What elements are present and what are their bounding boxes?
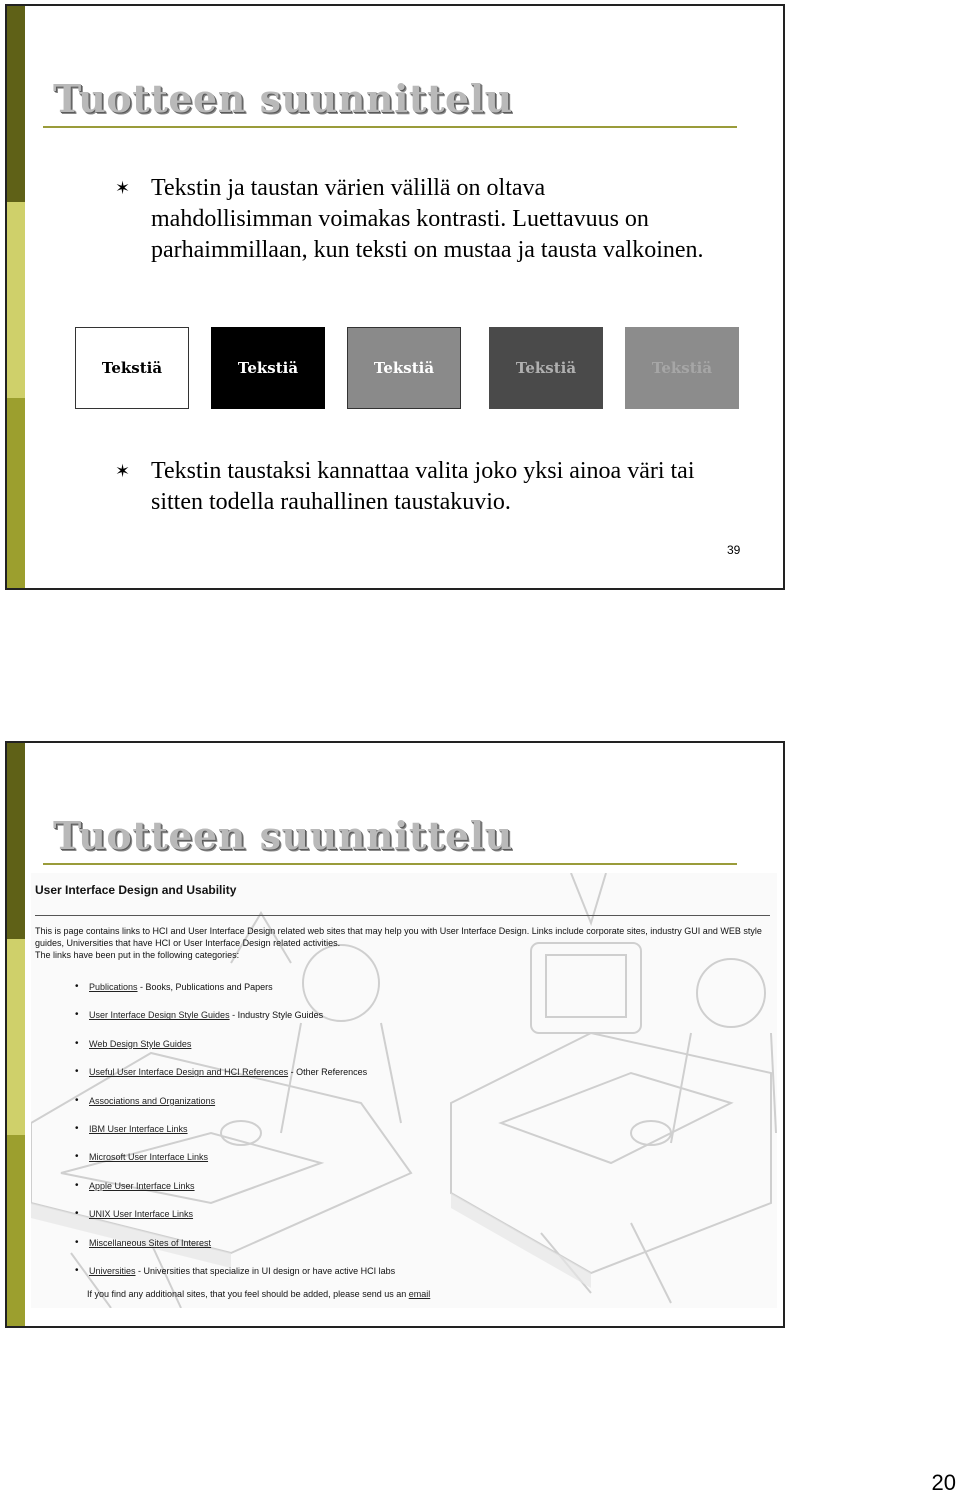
list-item: • User Interface Design Style Guides - Industry Style Guides	[75, 1009, 395, 1037]
list-item: • Universities - Universities that specialize in UI design or have active HCI labs	[75, 1265, 395, 1293]
bullet-item	[115, 173, 711, 266]
website-footer: If you find any additional sites, that you feel should be added, please send us an email	[87, 1289, 431, 1299]
title-underline	[43, 126, 737, 128]
bullet-text: Tekstin taustaksi kannattaa valita joko yksi ainoa väri tai sitten todella rauhallinen taustakuvio.	[151, 458, 695, 515]
category-link[interactable]: Universities	[89, 1265, 136, 1276]
document-page-number: 20	[931, 1470, 956, 1495]
bullet-star-icon: ✶	[115, 461, 131, 481]
list-item	[75, 1151, 395, 1179]
slide-title: Tuotteen suunnittelu	[53, 76, 513, 121]
list-item: • Publications - Books, Publications and Papers	[75, 981, 395, 1009]
category-link[interactable]: Associations and Organizations	[89, 1095, 216, 1106]
category-link[interactable]: Miscellaneous Sites of Interest	[89, 1237, 212, 1248]
category-list	[75, 981, 395, 1293]
category-link[interactable]: Web Design Style Guides	[89, 1038, 192, 1049]
slide-side-bar	[7, 743, 25, 1326]
website-screenshot	[31, 873, 777, 1308]
title-underline	[43, 863, 737, 865]
list-item	[75, 1180, 395, 1208]
list-item	[75, 1237, 395, 1265]
category-link[interactable]: User Interface Design Style Guides	[89, 1010, 230, 1021]
contrast-swatch-black: Tekstiä	[211, 327, 325, 409]
email-link[interactable]: email	[408, 1289, 431, 1299]
slide-page-number: 39	[727, 543, 741, 557]
list-item	[75, 1123, 395, 1151]
website-heading: User Interface Design and Usability	[35, 883, 237, 897]
category-link[interactable]: UNIX User Interface Links	[89, 1209, 194, 1220]
list-item	[75, 1095, 395, 1123]
category-link[interactable]: Apple User Interface Links	[89, 1180, 195, 1191]
slide-title: Tuotteen suunnittelu	[53, 813, 513, 858]
category-link[interactable]: Publications	[89, 982, 138, 992]
contrast-swatch-low-contrast: Tekstiä	[625, 327, 739, 409]
bullet-item	[115, 456, 711, 518]
list-item	[75, 1038, 395, 1066]
contrast-swatch-grey: Tekstiä	[347, 327, 461, 409]
list-item	[75, 1208, 395, 1236]
category-link[interactable]: IBM User Interface Links	[89, 1123, 188, 1134]
website-divider	[35, 915, 770, 916]
contrast-swatch-dark-grey: Tekstiä	[489, 327, 603, 409]
bullet-text: Tekstin ja taustan värien välillä on oltava mahdollisimman voimakas kontrasti. Luettavuus on parhaimmillaan, kun teksti on mustaa ja tausta valkoinen.	[151, 175, 704, 263]
list-item: • Useful User Interface Design and HCI References - Other References	[75, 1066, 395, 1094]
category-link[interactable]: Microsoft User Interface Links	[89, 1152, 209, 1163]
slide-side-bar	[7, 6, 25, 588]
slide-40	[5, 741, 785, 1328]
category-link[interactable]: Useful User Interface Design and HCI References	[89, 1067, 289, 1078]
website-intro: This is page contains links to HCI and User Interface Design related web sites that may help you with User Interface Design. Links include corporate sites, industry GUI and WEB style guides, Universities that have HCI or User Interface Design related activities. The links have been put in the following categories:	[35, 926, 762, 960]
contrast-swatch-white: Tekstiä	[75, 327, 189, 409]
slide-39	[5, 4, 785, 590]
bullet-star-icon: ✶	[115, 178, 131, 198]
